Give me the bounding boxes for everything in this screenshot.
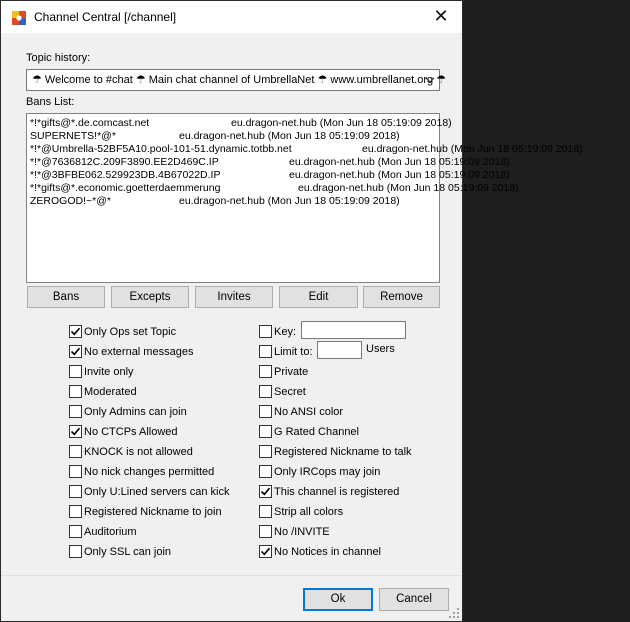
mode-label: Registered Nickname to join	[84, 506, 222, 518]
dialog-body	[1, 33, 583, 621]
mode-checkbox[interactable]	[259, 345, 272, 358]
window-title: Channel Central [/channel]	[34, 10, 177, 24]
mode-label: G Rated Channel	[274, 426, 359, 438]
ban-mask: *!*@Umbrella-52BF5A10.pool-101-51.dynamic.totbb.net	[30, 143, 292, 155]
mode-checkbox[interactable]	[259, 445, 272, 458]
mode-label: Only Admins can join	[84, 406, 187, 418]
mode-checkbox[interactable]	[69, 485, 82, 498]
mode-label: Registered Nickname to talk	[274, 446, 412, 458]
mode-checkbox[interactable]	[259, 485, 272, 498]
mirc-app-icon	[11, 10, 27, 26]
mode-checkbox[interactable]	[259, 385, 272, 398]
close-button[interactable]	[426, 5, 456, 29]
ban-mask: ZEROGOD!~*@*	[30, 195, 111, 207]
mode-checkbox[interactable]	[69, 445, 82, 458]
mode-label: No Notices in channel	[274, 546, 382, 558]
mode-label: No nick changes permitted	[84, 466, 215, 478]
mode-label: Only U:Lined servers can kick	[84, 486, 230, 498]
mode-checkbox[interactable]	[259, 545, 272, 558]
ban-row[interactable]	[30, 182, 630, 195]
mode-checkbox[interactable]	[69, 385, 82, 398]
ban-row[interactable]	[30, 169, 630, 182]
mode-label: Invite only	[84, 366, 134, 378]
bans-list[interactable]	[26, 113, 583, 283]
mode-checkbox[interactable]	[259, 365, 272, 378]
resize-grip-icon[interactable]	[449, 608, 460, 619]
ban-setter: eu.dragon-net.hub (Mon Jun 18 05:19:09 2018)	[179, 130, 400, 142]
close-icon: ✕	[433, 6, 449, 26]
mode-label: Secret	[274, 386, 306, 398]
mode-checkbox[interactable]	[69, 425, 82, 438]
mode-checkbox[interactable]	[259, 505, 272, 518]
mode-label: No external messages	[84, 346, 194, 358]
ban-setter: eu.dragon-net.hub (Mon Jun 18 05:19:09 2018)	[179, 195, 400, 207]
topic-history-label: Topic history:	[26, 52, 91, 64]
checkmark-icon	[260, 486, 271, 497]
mode-checkbox[interactable]	[69, 325, 82, 338]
mode-label: No CTCPs Allowed	[84, 426, 178, 438]
checkmark-icon	[260, 546, 271, 557]
checkmark-icon	[70, 346, 81, 357]
checkmark-icon	[70, 326, 81, 337]
ban-mask: SUPERNETS!*@*	[30, 130, 116, 142]
mode-checkbox[interactable]	[69, 345, 82, 358]
limit-input[interactable]	[317, 341, 362, 359]
excepts-button[interactable]: Excepts	[111, 286, 189, 308]
ban-row[interactable]	[30, 117, 630, 130]
limit-users-label: Users	[366, 343, 395, 355]
mode-label: Key:	[274, 326, 297, 338]
ban-mask: *!*gifts@*.economic.goetterdaemmerung	[30, 182, 221, 194]
mode-checkbox[interactable]	[259, 465, 272, 478]
ban-row[interactable]	[30, 130, 630, 143]
remove-button[interactable]: Remove	[363, 286, 440, 308]
ban-setter: eu.dragon-net.hub (Mon Jun 18 05:19:09 2018)	[231, 117, 452, 129]
mode-label: Auditorium	[84, 526, 137, 538]
mode-label: KNOCK is not allowed	[84, 446, 193, 458]
ban-setter: eu.dragon-net.hub (Mon Jun 18 05:19:09 2018)	[289, 169, 510, 181]
mode-checkbox[interactable]	[69, 465, 82, 478]
title-bar[interactable]	[1, 1, 462, 33]
mode-label: Moderated	[84, 386, 137, 398]
ban-setter: eu.dragon-net.hub (Mon Jun 18 05:19:09 2018)	[289, 156, 510, 168]
edit-button[interactable]: Edit	[279, 286, 358, 308]
ban-mask: *!*@3BFBE062.529923DB.4B67022D.IP	[30, 169, 221, 181]
dialog-button-bar	[1, 575, 462, 621]
mode-checkbox[interactable]	[259, 405, 272, 418]
mode-checkbox[interactable]	[69, 505, 82, 518]
checkmark-icon	[70, 426, 81, 437]
key-input[interactable]	[301, 321, 406, 339]
ok-button[interactable]: Ok	[303, 588, 373, 611]
mode-checkbox[interactable]	[69, 365, 82, 378]
mode-checkbox[interactable]	[69, 545, 82, 558]
mode-checkbox[interactable]	[69, 405, 82, 418]
ban-row[interactable]	[30, 195, 630, 208]
mode-checkbox[interactable]	[259, 525, 272, 538]
topic-history-value: ☂ Welcome to #chat ☂ Main chat channel of UmbrellaNet ☂ www.umbrellanet.org ☂	[32, 74, 447, 86]
ban-setter: eu.dragon-net.hub (Mon Jun 18 05:19:09 2018)	[298, 182, 519, 194]
bans-button[interactable]: Bans	[27, 286, 105, 308]
mode-label: Only IRCops may join	[274, 466, 381, 478]
mode-label: Private	[274, 366, 309, 378]
bans-list-label: Bans List:	[26, 96, 75, 108]
chevron-down-icon	[424, 74, 436, 86]
invites-button[interactable]: Invites	[195, 286, 273, 308]
ban-row[interactable]	[30, 143, 630, 156]
ban-setter: eu.dragon-net.hub (Mon Jun 18 05:19:09 2018)	[362, 143, 583, 155]
mode-label: Strip all colors	[274, 506, 344, 518]
topic-history-dropdown[interactable]	[26, 69, 447, 91]
mode-label: Limit to:	[274, 346, 313, 358]
mode-label: Only SSL can join	[84, 546, 172, 558]
ban-mask: *!*@7636812C.209F3890.EE2D469C.IP	[30, 156, 219, 168]
mode-checkbox[interactable]	[259, 425, 272, 438]
ban-mask: *!*gifts@*.de.comcast.net	[30, 117, 150, 129]
mode-label: No /INVITE	[274, 526, 330, 538]
mode-label: Only Ops set Topic	[84, 326, 177, 338]
ban-row[interactable]	[30, 156, 630, 169]
mode-label: This channel is registered	[274, 486, 400, 498]
mode-label: No ANSI color	[274, 406, 344, 418]
mode-checkbox[interactable]	[69, 525, 82, 538]
mode-checkbox[interactable]	[259, 325, 272, 338]
cancel-button[interactable]: Cancel	[379, 588, 449, 611]
